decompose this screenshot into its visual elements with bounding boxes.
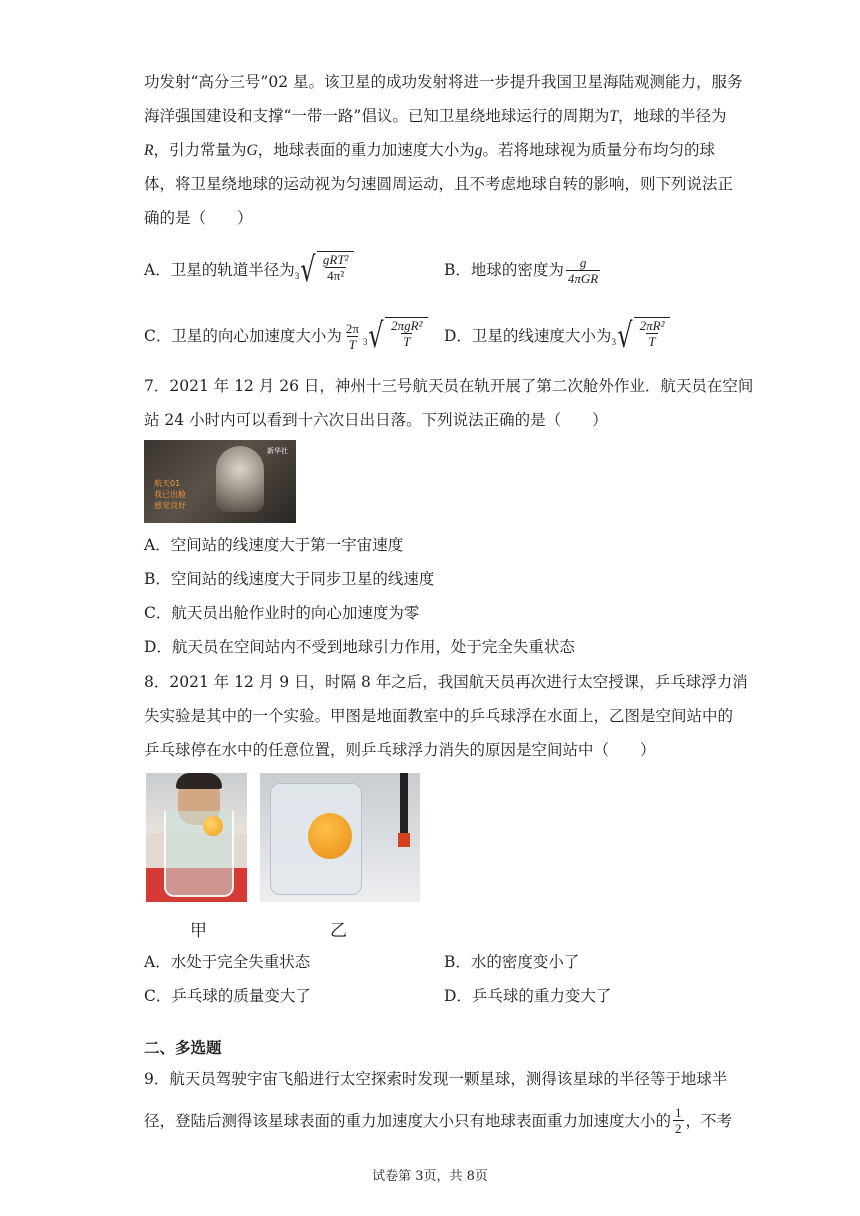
caption-left: 甲 xyxy=(190,921,207,941)
q6-option-b[interactable] xyxy=(444,255,602,285)
q7-option-c[interactable]: C．航天员出舱作业时的向心加速度为零 xyxy=(144,604,420,622)
q6-stem-line-2 xyxy=(144,106,727,127)
root-index: 3 xyxy=(362,337,368,347)
q6-stem-text: ，引力常量为 xyxy=(153,141,247,159)
q6-stem-line-4: 体，将卫星绕地球的运动视为匀速圆周运动，且不考虑地球自转的影响，则下列说法正 xyxy=(144,175,734,193)
q8-stem-line-3: 乒乓球停在水中的任意位置，则乒乓球浮力消失的原因是空间站中（ ） xyxy=(144,741,656,759)
caption-right: 乙 xyxy=(330,921,347,941)
q8-option-b[interactable]: B．水的密度变小了 xyxy=(444,953,580,971)
section-heading: 二、多选题 xyxy=(144,1038,222,1057)
q6-option-b-formula xyxy=(564,255,602,286)
q6-option-c-formula xyxy=(342,316,429,356)
q8-stem-line-1: 8．2021 年 12 月 9 日，时隔 8 年之后，我国航天员再次进行太空授课，乒乓球浮力消 xyxy=(144,673,748,691)
fraction-denominator: 4πGR xyxy=(567,270,599,286)
fraction-denominator: T xyxy=(348,336,357,352)
ping-pong-ball xyxy=(203,816,223,836)
glass-beaker xyxy=(164,811,234,897)
q8-option-c[interactable]: C．乒乓球的质量变大了 xyxy=(144,987,311,1005)
q6-option-b-text: B．地球的密度为 xyxy=(444,261,564,279)
q7-stem-line-2: 站 24 小时内可以看到十六次日出日落。下列说法正确的是（ ） xyxy=(144,411,608,429)
fraction-numerator: 2πgR² xyxy=(391,318,423,333)
q7-option-b[interactable]: B．空间站的线速度大于同步卫星的线速度 xyxy=(144,570,435,588)
q7-option-a[interactable]: A．空间站的线速度大于第一宇宙速度 xyxy=(144,536,404,554)
q6-option-d-formula xyxy=(611,316,670,356)
q8-option-d[interactable]: D．乒乓球的重力变大了 xyxy=(444,987,612,1005)
page-footer: 试卷第 3页，共 8页 xyxy=(372,1169,488,1184)
fraction-numerator: gRT² xyxy=(322,252,349,267)
space-station-photo xyxy=(260,773,420,902)
q6-option-c[interactable] xyxy=(144,316,428,356)
equipment-rod-tip xyxy=(398,833,410,847)
q6-stem-text: 海洋强国建设和支撑“一带一路”倡议。已知卫星绕地球运行的周期为 xyxy=(144,107,610,125)
fraction-denominator: 2 xyxy=(675,1121,682,1136)
radius-symbol: R xyxy=(144,142,154,159)
q6-stem-text: ，地球表面的重力加速度大小为 xyxy=(257,141,475,159)
photo-subtitle-line: 感觉良好 xyxy=(154,501,186,510)
photo-subtitle-line: 航天01 xyxy=(154,479,181,488)
q6-option-a[interactable] xyxy=(144,250,354,290)
q6-stem-text: ，地球的半径为 xyxy=(617,107,727,125)
q9-stem-line-1: 9．航天员驾驶宇宙飞船进行太空探索时发现一颗星球，测得该星球的半径等于地球半 xyxy=(144,1070,728,1088)
q6-stem-line-5: 确的是（ ） xyxy=(144,209,253,227)
q9-stem-text: 径，登陆后测得该星球表面的重力加速度大小只有地球表面重力加速度大小的 xyxy=(144,1111,672,1130)
q7-option-d[interactable]: D．航天员在空间站内不受到地球引力作用，处于完全失重状态 xyxy=(144,638,575,656)
fraction-numerator: 2πR² xyxy=(639,318,665,333)
q6-option-d-text: D．卫星的线速度大小为 xyxy=(444,327,612,345)
root-index: 3 xyxy=(294,271,300,281)
fraction-numerator: 1 xyxy=(675,1105,682,1120)
q6-stem-line-1: 功发射“高分三号”02 星。该卫星的成功发射将进一步提升我国卫星海陆观测能力，服务 xyxy=(144,73,743,91)
radical-sign: √ xyxy=(300,250,316,290)
q9-stem-text: ，不考 xyxy=(685,1111,733,1130)
photo-subtitle-line: 我已出舱 xyxy=(154,490,186,499)
astronaut-figure xyxy=(216,446,264,512)
photo-subtitle xyxy=(154,478,186,511)
gravity-accel-symbol: g xyxy=(474,142,483,159)
one-half-fraction xyxy=(673,1105,684,1136)
fraction-numerator: 2π xyxy=(345,320,359,336)
ground-classroom-photo xyxy=(146,773,247,902)
q8-stem-line-2: 失实验是其中的一个实验。甲图是地面教室中的乒乓球浮在水面上，乙图是空间站中的 xyxy=(144,707,734,725)
news-logo: 新华社 xyxy=(267,447,288,455)
q6-stem-text: 。若将地球视为质量分布均匀的球 xyxy=(482,141,715,159)
q6-option-a-text: A．卫星的轨道半径为 xyxy=(144,261,295,279)
gravity-constant-symbol: G xyxy=(246,142,258,159)
radical-sign: √ xyxy=(617,316,633,356)
q8-option-a[interactable]: A．水处于完全失重状态 xyxy=(144,953,311,971)
radical-sign: √ xyxy=(368,316,384,356)
q7-stem-line-1: 7．2021 年 12 月 26 日，神州十三号航天员在轨开展了第二次舱外作业．航天员在空间 xyxy=(144,377,754,395)
spacewalk-photo xyxy=(144,440,296,523)
fraction-denominator: T xyxy=(403,334,411,349)
q6-option-a-formula xyxy=(294,250,355,290)
q6-stem-line-3 xyxy=(144,140,715,161)
fraction-denominator: 4π² xyxy=(327,268,345,283)
period-symbol: T xyxy=(609,108,618,125)
q6-option-d[interactable] xyxy=(444,316,670,356)
fraction-denominator: T xyxy=(648,334,656,349)
fraction-numerator: g xyxy=(579,254,587,270)
child-hair xyxy=(176,773,222,789)
q6-option-c-text: C．卫星的向心加速度大小为 xyxy=(144,327,342,345)
ping-pong-ball xyxy=(308,813,352,859)
q9-stem-line-2 xyxy=(144,1105,732,1136)
root-index: 3 xyxy=(611,337,616,347)
